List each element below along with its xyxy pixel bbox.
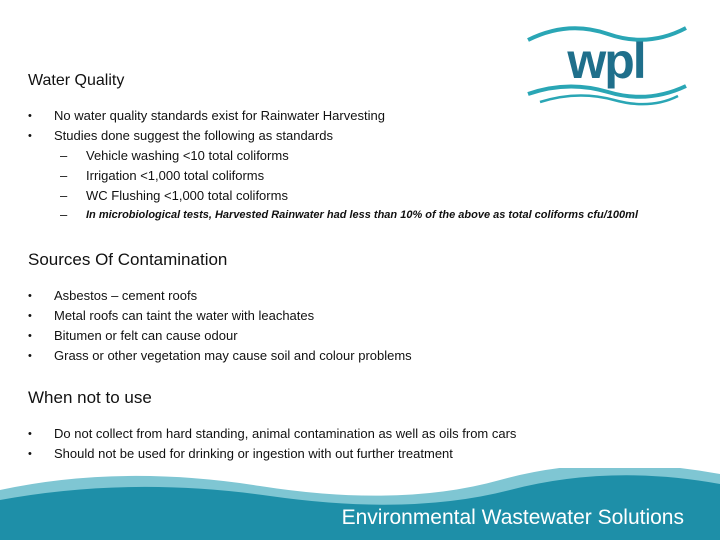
not-to-use-bullets — [28, 424, 516, 464]
list-item: • Should not be used for drinking or ingestion with out further treatment — [28, 446, 453, 461]
not-to-use-heading: When not to use — [28, 388, 152, 407]
footer-tagline: Environmental Wastewater Solutions — [341, 506, 684, 529]
contamination-bullets — [28, 286, 412, 366]
list-item: • Grass or other vegetation may cause soil and colour problems — [28, 348, 412, 363]
list-item: • Studies done suggest the following as standards — [28, 128, 333, 143]
contamination-heading: Sources Of Contamination — [28, 250, 228, 269]
contamination-section — [28, 250, 412, 366]
list-item: • Asbestos – cement roofs — [28, 288, 198, 303]
list-item: – Irrigation <1,000 total coliforms — [60, 168, 265, 183]
list-item: • Do not collect from hard standing, animal contamination as well as oils from cars — [28, 426, 517, 441]
list-item: – WC Flushing <1,000 total coliforms — [60, 188, 288, 203]
list-item: – In microbiological tests, Harvested Rainwater had less than 10% of the above as total coliforms cfu/100ml — [60, 207, 638, 222]
list-item: • Metal roofs can taint the water with leachates — [28, 308, 315, 323]
not-to-use-section — [28, 388, 516, 464]
water-quality-bullets — [28, 106, 638, 146]
water-quality-heading: Water Quality — [28, 72, 125, 89]
logo-text: wpl — [567, 33, 645, 89]
list-item: • No water quality standards exist for Rainwater Harvesting — [28, 108, 385, 123]
water-quality-section — [28, 72, 638, 224]
water-quality-standards — [28, 146, 638, 224]
list-item: – Vehicle washing <10 total coliforms — [60, 148, 289, 163]
list-item: • Bitumen or felt can cause odour — [28, 328, 238, 343]
